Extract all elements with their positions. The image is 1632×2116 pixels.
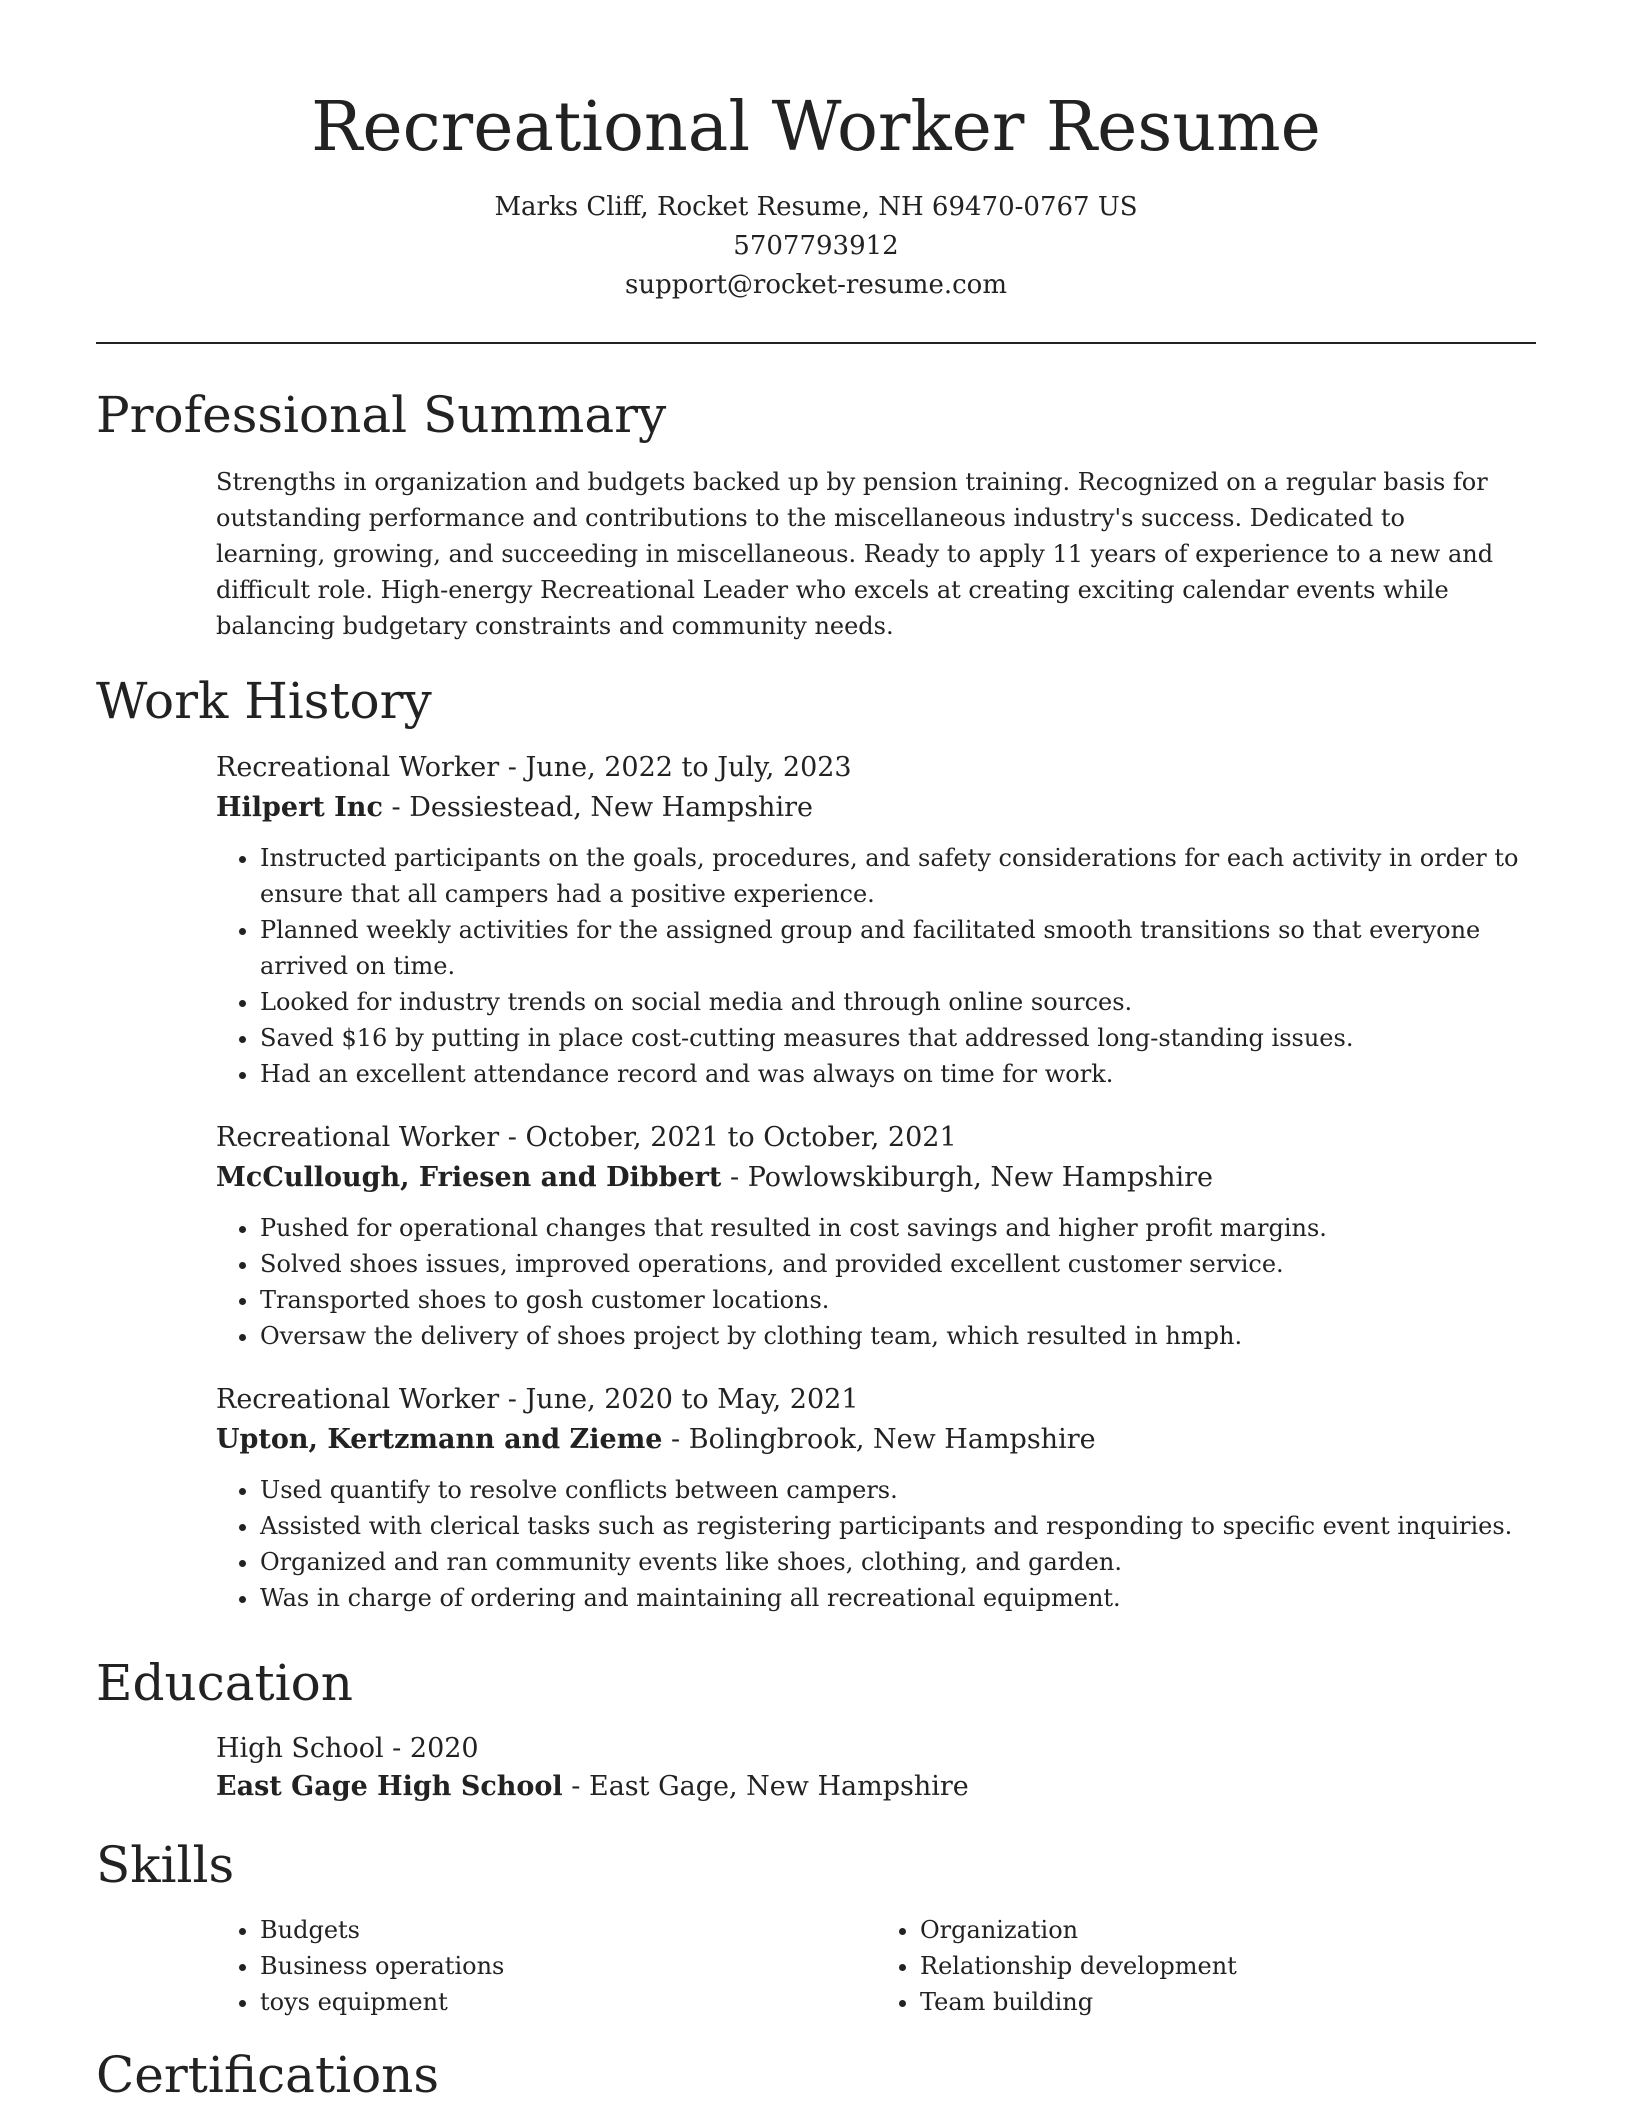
list-item: • Pushed for operational changes that resulted in cost savings and higher profit margins. xyxy=(260,1210,1536,1246)
work-history-section xyxy=(96,660,1536,1616)
education-degree-line: High School - 2020 xyxy=(216,1733,479,1764)
resume-title: Recreational Worker Resume xyxy=(311,88,1321,167)
skills-section xyxy=(96,1824,1536,2020)
list-item: • Transported shoes to gosh customer locations. xyxy=(260,1282,1536,1318)
education-degree: High School xyxy=(216,1733,384,1764)
list-item: • Used quantify to resolve conflicts between campers. xyxy=(260,1472,1536,1508)
skill-item: • Relationship development xyxy=(920,1948,1536,1984)
section-heading-work: Work History xyxy=(96,672,432,730)
contact-address: Marks Cliff, Rocket Resume, NH 69470-0767 US xyxy=(494,192,1138,222)
list-item: • Saved $16 by putting in place cost-cutting measures that addressed long-standing issues. xyxy=(260,1020,1536,1056)
job-company-line: Upton, Kertzmann and Zieme - Bolingbrook, New Hampshire xyxy=(216,1424,1096,1455)
certifications-section xyxy=(96,2034,1536,2116)
education-entry xyxy=(216,1730,1536,1806)
job-location: Dessiestead, New Hampshire xyxy=(409,792,813,823)
education-location: East Gage, New Hampshire xyxy=(588,1771,969,1802)
job-bullets xyxy=(216,840,1536,1092)
skills-list-right xyxy=(876,1912,1536,2020)
job-company: Hilpert Inc xyxy=(216,792,383,823)
education-year: 2020 xyxy=(409,1733,479,1764)
skill-item: • Business operations xyxy=(260,1948,876,1984)
resume-content xyxy=(96,374,1536,2116)
job-company: Upton, Kertzmann and Zieme xyxy=(216,1424,663,1455)
job-title-line: Recreational Worker - June, 2022 to July, 2023 xyxy=(216,752,852,783)
job-entry xyxy=(216,1380,1536,1616)
job-bullets xyxy=(216,1472,1536,1616)
section-heading-skills: Skills xyxy=(96,1836,235,1894)
skill-item: • Team building xyxy=(920,1984,1536,2020)
job-dates: June, 2020 to May, 2021 xyxy=(525,1384,859,1415)
list-item: • Organized and ran community events like shoes, clothing, and garden. xyxy=(260,1544,1536,1580)
job-location: Bolingbrook, New Hampshire xyxy=(688,1424,1096,1455)
job-bullets xyxy=(216,1210,1536,1354)
header-divider xyxy=(96,342,1536,344)
job-company: McCullough, Friesen and Dibbert xyxy=(216,1162,722,1193)
education-school: East Gage High School xyxy=(216,1771,563,1802)
list-item: • Solved shoes issues, improved operations, and provided excellent customer service. xyxy=(260,1246,1536,1282)
job-entry xyxy=(216,748,1536,1092)
skills-columns xyxy=(216,1912,1536,2020)
list-item: • Looked for industry trends on social media and through online sources. xyxy=(260,984,1536,1020)
contact-phone: 5707793912 xyxy=(733,231,899,261)
job-entry xyxy=(216,1118,1536,1354)
job-title: Recreational Worker xyxy=(216,752,500,783)
job-title-line: Recreational Worker - June, 2020 to May, 2021 xyxy=(216,1384,859,1415)
education-school-line: East Gage High School - East Gage, New Hampshire xyxy=(216,1771,969,1802)
job-title: Recreational Worker xyxy=(216,1384,500,1415)
job-location: Powlowskiburgh, New Hampshire xyxy=(747,1162,1213,1193)
summary-text: Strengths in organization and budgets backed up by pension training. Recognized on a regular basis for outstanding performance and contributions to the miscellaneous industry's success. Dedicated to learning, growing, and succeeding in miscellaneous. Ready to apply 11 years of experience to a new and difficult role. High-energy Recreational Leader who excels at creating exciting calendar events while balancing budgetary constraints and community needs. xyxy=(216,468,1494,640)
job-dates: June, 2022 to July, 2023 xyxy=(525,752,852,783)
list-item: • Had an excellent attendance record and was always on time for work. xyxy=(260,1056,1536,1092)
job-title: Recreational Worker xyxy=(216,1122,500,1153)
job-company-line: McCullough, Friesen and Dibbert - Powlowskiburgh, New Hampshire xyxy=(216,1162,1213,1193)
contact-email: support@rocket-resume.com xyxy=(624,270,1007,300)
job-title-line: Recreational Worker - October, 2021 to October, 2021 xyxy=(216,1122,957,1153)
job-company-line: Hilpert Inc - Dessiestead, New Hampshire xyxy=(216,792,813,823)
contact-info xyxy=(0,188,1632,305)
section-heading-education: Education xyxy=(96,1654,353,1712)
list-item: • Oversaw the delivery of shoes project by clothing team, which resulted in hmph. xyxy=(260,1318,1536,1354)
section-heading-certifications: Certifications xyxy=(96,2046,440,2104)
list-item: • Assisted with clerical tasks such as registering participants and responding to specific event inquiries. xyxy=(260,1508,1536,1544)
professional-summary-section xyxy=(96,374,1536,644)
job-dates: October, 2021 to October, 2021 xyxy=(525,1122,957,1153)
education-section xyxy=(96,1642,1536,1806)
resume-header xyxy=(0,0,1632,305)
list-item: • Instructed participants on the goals, procedures, and safety considerations for each activity in order to ensure that all campers had a positive experience. xyxy=(260,840,1536,912)
skill-item: • toys equipment xyxy=(260,1984,876,2020)
skill-item: • Organization xyxy=(920,1912,1536,1948)
list-item: • Planned weekly activities for the assigned group and facilitated smooth transitions so that everyone arrived on time. xyxy=(260,912,1536,984)
list-item: • Was in charge of ordering and maintaining all recreational equipment. xyxy=(260,1580,1536,1616)
skills-list-left xyxy=(216,1912,876,2020)
skill-item: • Budgets xyxy=(260,1912,876,1948)
section-heading-summary: Professional Summary xyxy=(96,386,667,444)
